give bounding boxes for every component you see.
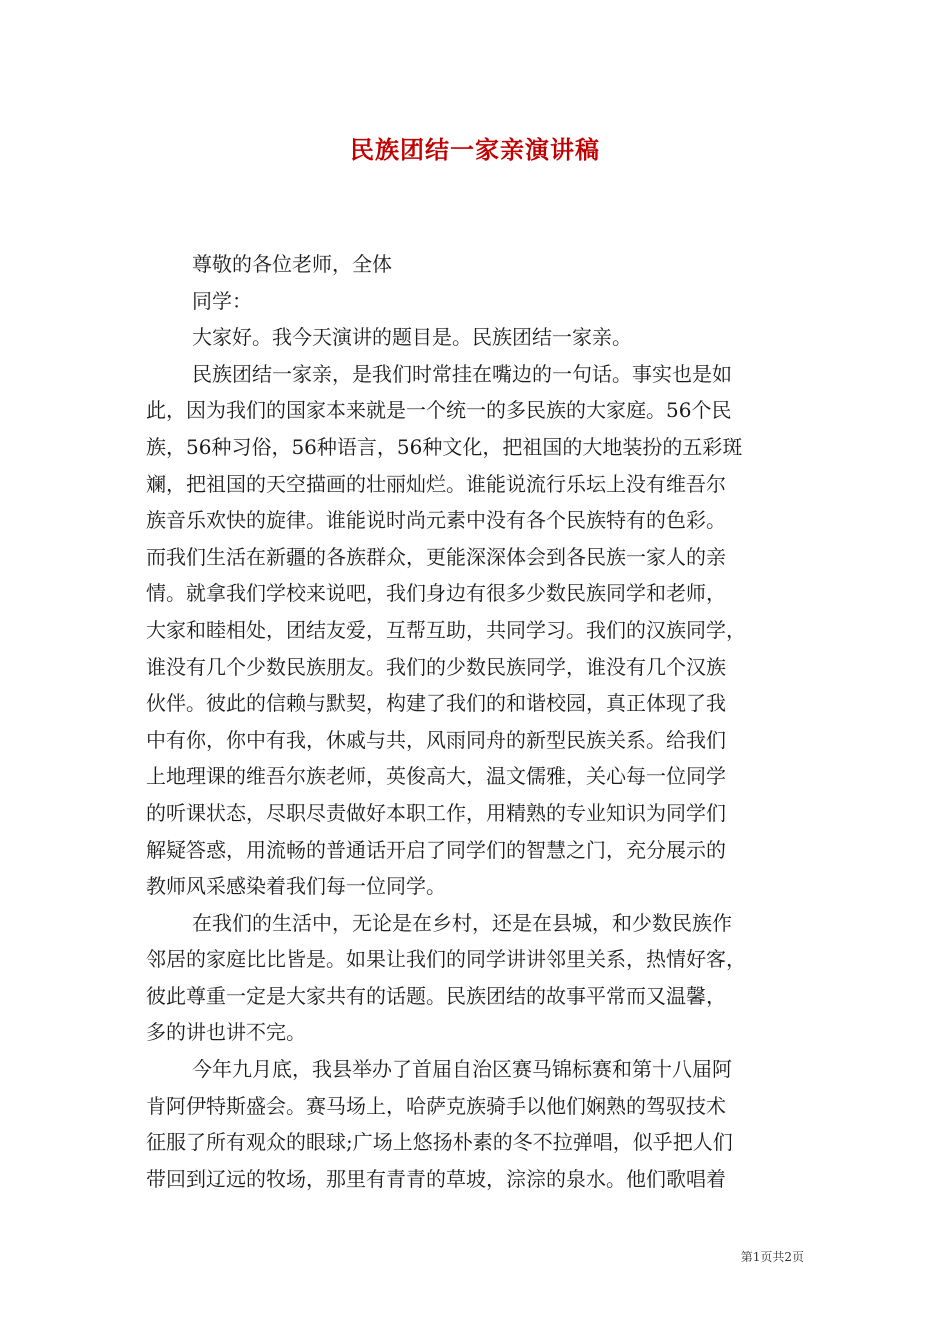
paragraph-line: 肯阿伊特斯盛会。赛马场上，哈萨克族骑手以他们娴熟的驾驭技术	[146, 1093, 726, 1118]
paragraph-line: 上地理课的维吾尔族老师，英俊高大，温文儒雅，关心每一位同学	[146, 764, 726, 789]
paragraph-line: 征服了所有观众的眼球;广场上悠扬朴素的冬不拉弹唱，似乎把人们	[146, 1130, 733, 1155]
paragraph-line: 族音乐欢快的旋律。谁能说时尚元素中没有各个民族特有的色彩。	[146, 508, 726, 533]
paragraph-line: 今年九月底，我县举办了首届自治区赛马锦标赛和第十八届阿	[192, 1057, 732, 1082]
paragraph-line: 带回到辽远的牧场，那里有青青的草坡，淙淙的泉水。他们歌唱着	[146, 1166, 726, 1191]
paragraph-line: 邻居的家庭比比皆是。如果让我们的同学讲讲邻里关系，热情好客，	[146, 947, 746, 972]
paragraph-line: 教师风采感染着我们每一位同学。	[146, 874, 446, 899]
paragraph-line: 情。就拿我们学校来说吧，我们身边有很多少数民族同学和老师，	[146, 581, 726, 606]
paragraph-line: 族，56种习俗，56种语言，56种文化，把祖国的大地装扮的五彩斑	[146, 434, 743, 459]
document-title: 民族团结一家亲演讲稿	[350, 135, 600, 164]
document-body	[146, 246, 816, 1197]
page-number: 第1页共2页	[740, 1250, 804, 1264]
paragraph-line: 斓，把祖国的天空描画的壮丽灿烂。谁能说流行乐坛上没有维吾尔	[146, 471, 726, 496]
paragraph-line: 的听课状态，尽职尽责做好本职工作，用精熟的专业知识为同学们	[146, 800, 726, 825]
paragraph-line: 中有你，你中有我，休戚与共，风雨同舟的新型民族关系。给我们	[146, 727, 726, 752]
paragraph-line: 大家好。我今天演讲的题目是。民族团结一家亲。	[192, 325, 632, 350]
paragraph-line: 解疑答惑，用流畅的普通话开启了同学们的智慧之门，充分展示的	[146, 837, 726, 862]
paragraph-line: 民族团结一家亲，是我们时常挂在嘴边的一句话。事实也是如	[192, 361, 732, 386]
paragraph-line: 谁没有几个少数民族朋友。我们的少数民族同学，谁没有几个汉族	[146, 654, 726, 679]
paragraph-line: 彼此尊重一定是大家共有的话题。民族团结的故事平常而又温馨，	[146, 983, 726, 1008]
paragraph-line: 大家和睦相处，团结友爱，互帮互助，共同学习。我们的汉族同学，	[146, 617, 746, 642]
paragraph-line: 伙伴。彼此的信赖与默契，构建了我们的和谐校园，真正体现了我	[146, 691, 726, 716]
paragraph-line: 而我们生活在新疆的各族群众，更能深深体会到各民族一家人的亲	[146, 544, 726, 569]
paragraph-line: 在我们的生活中，无论是在乡村，还是在县城，和少数民族作	[192, 910, 732, 935]
paragraph-line: 多的讲也讲不完。	[146, 1020, 306, 1045]
paragraph-line: 同学：	[192, 288, 252, 313]
paragraph-line: 尊敬的各位老师，全体	[192, 252, 392, 276]
paragraph-line: 此，因为我们的国家本来就是一个统一的多民族的大家庭。56个民	[146, 398, 732, 423]
